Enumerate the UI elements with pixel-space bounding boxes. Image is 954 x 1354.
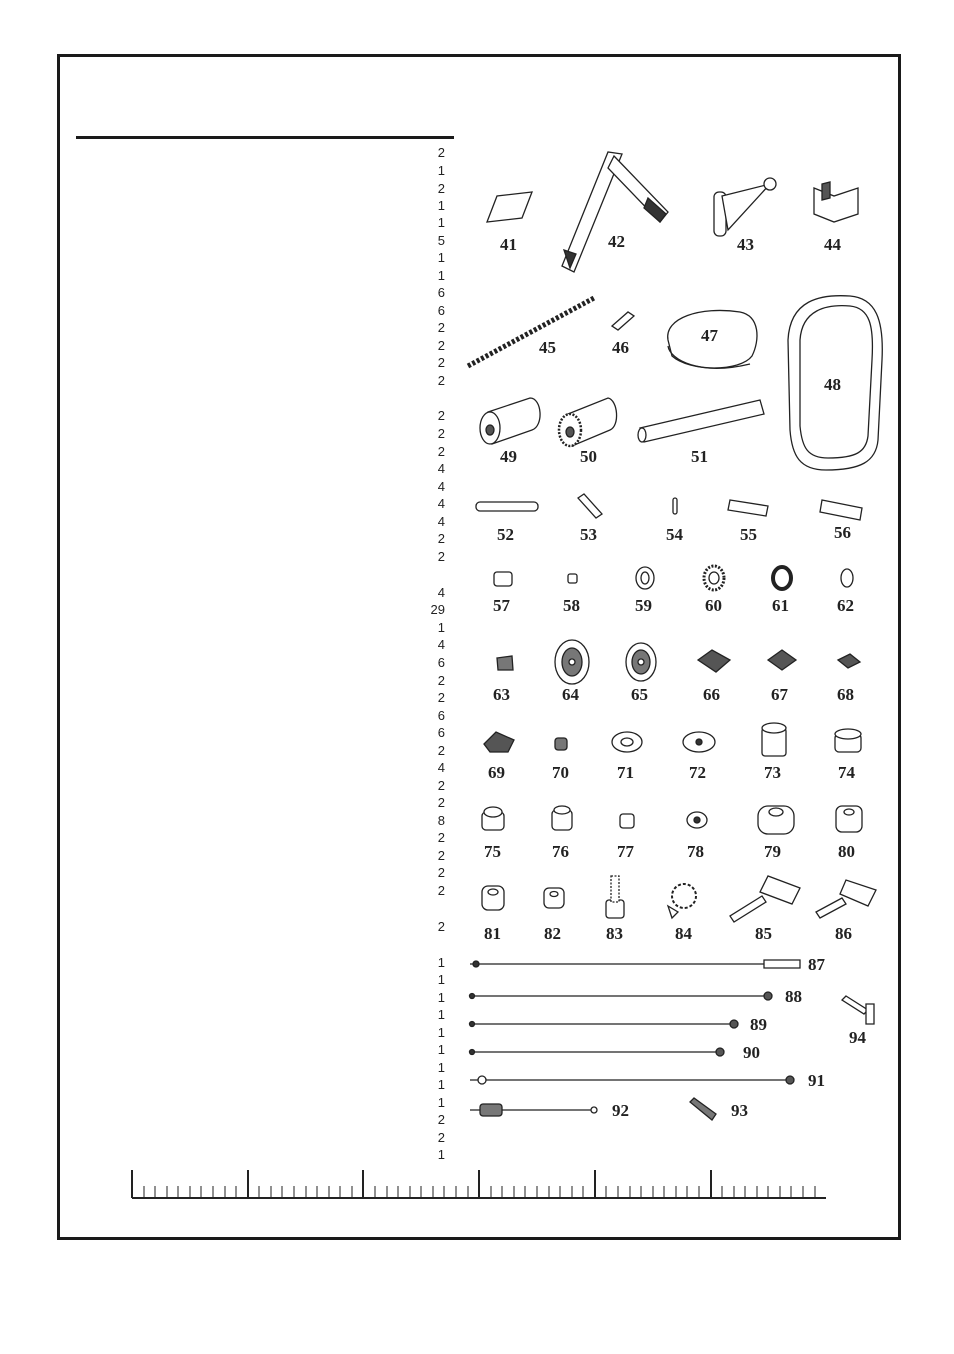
quantity-value: 2 bbox=[437, 673, 445, 688]
part-70-drawing bbox=[555, 738, 567, 750]
part-number-label: 79 bbox=[764, 842, 781, 861]
part-62-drawing bbox=[841, 569, 853, 587]
quantity-value: 6 bbox=[437, 303, 445, 318]
part-50-drawing bbox=[559, 398, 617, 446]
part-number-label: 45 bbox=[539, 338, 556, 357]
part-52-drawing bbox=[476, 502, 538, 511]
part-number-label: 56 bbox=[834, 523, 851, 542]
part-75-drawing bbox=[482, 807, 504, 830]
quantity-value: 2 bbox=[437, 919, 445, 934]
quantity-value: 2 bbox=[437, 373, 445, 388]
part-number-label: 84 bbox=[675, 924, 692, 943]
part-89-drawing bbox=[470, 1020, 739, 1028]
quantity-value: 2 bbox=[437, 1112, 445, 1127]
part-number-label: 59 bbox=[635, 596, 652, 615]
part-number-label: 77 bbox=[617, 842, 634, 861]
quantity-value: 1 bbox=[437, 215, 445, 230]
part-number-label: 61 bbox=[772, 596, 789, 615]
quantity-value: 2 bbox=[437, 743, 445, 758]
part-number-label: 53 bbox=[580, 525, 597, 544]
quantity-value: 29 bbox=[430, 602, 445, 617]
quantity-value: 2 bbox=[437, 690, 445, 705]
part-number-label: 62 bbox=[837, 596, 854, 615]
part-76-drawing bbox=[552, 806, 572, 830]
part-80-drawing bbox=[836, 806, 862, 832]
part-65-drawing bbox=[626, 643, 656, 681]
part-66-drawing bbox=[698, 650, 730, 672]
quantity-value: 1 bbox=[437, 1095, 445, 1110]
part-number-label: 43 bbox=[737, 235, 754, 254]
part-93-drawing bbox=[690, 1098, 716, 1120]
quantity-value: 1 bbox=[437, 990, 445, 1005]
part-number-label: 83 bbox=[606, 924, 623, 943]
part-number-label: 51 bbox=[691, 447, 708, 466]
quantity-value: 2 bbox=[437, 778, 445, 793]
part-number-label: 87 bbox=[808, 955, 825, 974]
part-41-drawing bbox=[487, 192, 532, 222]
quantity-value: 2 bbox=[437, 795, 445, 810]
part-49-drawing bbox=[480, 398, 540, 444]
quantity-value: 1 bbox=[437, 1007, 445, 1022]
part-71-drawing bbox=[612, 732, 642, 752]
part-number-label: 91 bbox=[808, 1071, 825, 1090]
part-number-label: 46 bbox=[612, 338, 629, 357]
part-43-drawing bbox=[714, 178, 776, 236]
part-61-drawing bbox=[773, 567, 791, 589]
part-72-drawing bbox=[683, 732, 715, 752]
quantity-value: 2 bbox=[437, 830, 445, 845]
part-74-drawing bbox=[835, 729, 861, 752]
part-number-label: 90 bbox=[743, 1043, 760, 1062]
part-44-drawing bbox=[814, 182, 858, 222]
part-45-drawing bbox=[468, 298, 594, 366]
quantity-value: 8 bbox=[437, 813, 445, 828]
part-86-drawing bbox=[816, 880, 876, 918]
quantity-value: 6 bbox=[437, 655, 445, 670]
part-number-label: 69 bbox=[488, 763, 505, 782]
part-92-drawing bbox=[470, 1104, 597, 1116]
part-number-label: 74 bbox=[838, 763, 855, 782]
part-number-label: 54 bbox=[666, 525, 683, 544]
part-73-drawing bbox=[762, 723, 786, 756]
part-number-label: 82 bbox=[544, 924, 561, 943]
part-number-label: 65 bbox=[631, 685, 648, 704]
part-number-label: 85 bbox=[755, 924, 772, 943]
part-79-drawing bbox=[758, 806, 794, 834]
quantity-value: 1 bbox=[437, 1077, 445, 1092]
part-82-drawing bbox=[544, 888, 564, 908]
quantity-value: 4 bbox=[437, 479, 445, 494]
quantity-value: 4 bbox=[437, 496, 445, 511]
part-78-drawing bbox=[687, 812, 707, 828]
quantity-value: 4 bbox=[437, 461, 445, 476]
part-number-label: 88 bbox=[785, 987, 802, 1006]
part-number-label: 41 bbox=[500, 235, 517, 254]
quantity-value: 1 bbox=[437, 972, 445, 987]
quantity-value: 1 bbox=[437, 1060, 445, 1075]
quantity-value: 2 bbox=[437, 426, 445, 441]
part-88-drawing bbox=[470, 992, 773, 1000]
part-number-label: 94 bbox=[849, 1028, 866, 1047]
quantity-value: 2 bbox=[437, 320, 445, 335]
part-number-label: 55 bbox=[740, 525, 757, 544]
quantity-value: 2 bbox=[437, 408, 445, 423]
part-60-drawing bbox=[704, 566, 724, 590]
quantity-value: 2 bbox=[437, 883, 445, 898]
part-46-drawing bbox=[612, 312, 634, 330]
quantity-value: 1 bbox=[437, 1025, 445, 1040]
quantity-value: 4 bbox=[437, 760, 445, 775]
quantity-value: 2 bbox=[437, 531, 445, 546]
quantity-value: 1 bbox=[437, 955, 445, 970]
part-number-label: 89 bbox=[750, 1015, 767, 1034]
part-number-label: 81 bbox=[484, 924, 501, 943]
part-number-label: 71 bbox=[617, 763, 634, 782]
part-57-drawing bbox=[494, 572, 512, 586]
part-number-label: 66 bbox=[703, 685, 720, 704]
part-number-label: 68 bbox=[837, 685, 854, 704]
part-number-label: 86 bbox=[835, 924, 852, 943]
part-84-drawing bbox=[668, 884, 696, 918]
quantity-value: 2 bbox=[437, 848, 445, 863]
part-number-label: 63 bbox=[493, 685, 510, 704]
part-number-label: 93 bbox=[731, 1101, 748, 1120]
part-number-label: 70 bbox=[552, 763, 569, 782]
quantity-value: 1 bbox=[437, 163, 445, 178]
quantity-value: 5 bbox=[437, 233, 445, 248]
quantity-value: 1 bbox=[437, 620, 445, 635]
quantity-value: 1 bbox=[437, 250, 445, 265]
part-56-drawing bbox=[820, 500, 862, 520]
quantity-value: 4 bbox=[437, 637, 445, 652]
part-number-label: 80 bbox=[838, 842, 855, 861]
part-87-drawing bbox=[470, 960, 800, 968]
part-number-label: 64 bbox=[562, 685, 579, 704]
part-54-drawing bbox=[673, 498, 677, 514]
part-number-label: 60 bbox=[705, 596, 722, 615]
part-number-label: 44 bbox=[824, 235, 841, 254]
part-number-label: 50 bbox=[580, 447, 597, 466]
part-67-drawing bbox=[768, 650, 796, 670]
part-91-drawing bbox=[470, 1076, 794, 1084]
quantity-value: 2 bbox=[437, 355, 445, 370]
quantity-value: 6 bbox=[437, 725, 445, 740]
part-number-label: 73 bbox=[764, 763, 781, 782]
part-68-drawing bbox=[838, 654, 860, 668]
part-63-drawing bbox=[497, 656, 513, 670]
part-number-label: 72 bbox=[689, 763, 706, 782]
quantity-value: 2 bbox=[437, 181, 445, 196]
part-53-drawing bbox=[578, 494, 602, 518]
part-94-drawing bbox=[842, 996, 874, 1024]
part-number-label: 76 bbox=[552, 842, 569, 861]
part-number-label: 48 bbox=[824, 375, 841, 394]
quantity-value: 1 bbox=[437, 1042, 445, 1057]
part-69-drawing bbox=[484, 732, 514, 752]
part-number-label: 58 bbox=[563, 596, 580, 615]
quantity-value: 2 bbox=[437, 145, 445, 160]
quantity-value: 1 bbox=[437, 268, 445, 283]
part-81-drawing bbox=[482, 886, 504, 910]
quantity-value: 2 bbox=[437, 549, 445, 564]
quantity-value: 2 bbox=[437, 444, 445, 459]
measurement-ruler bbox=[132, 1170, 826, 1198]
quantity-value: 2 bbox=[437, 1130, 445, 1145]
part-number-label: 75 bbox=[484, 842, 501, 861]
part-85-drawing bbox=[730, 876, 800, 922]
part-59-drawing bbox=[636, 567, 654, 589]
part-55-drawing bbox=[728, 500, 768, 516]
part-90-drawing bbox=[470, 1048, 725, 1056]
part-number-label: 57 bbox=[493, 596, 510, 615]
quantity-value: 4 bbox=[437, 514, 445, 529]
part-58-drawing bbox=[568, 574, 577, 583]
quantity-value: 2 bbox=[437, 338, 445, 353]
part-number-label: 42 bbox=[608, 232, 625, 251]
quantity-value: 6 bbox=[437, 708, 445, 723]
quantity-value: 1 bbox=[437, 198, 445, 213]
part-number-label: 92 bbox=[612, 1101, 629, 1120]
part-51-drawing bbox=[638, 400, 764, 442]
quantity-value: 4 bbox=[437, 585, 445, 600]
part-number-label: 49 bbox=[500, 447, 517, 466]
part-42-drawing bbox=[562, 152, 668, 272]
part-number-label: 67 bbox=[771, 685, 788, 704]
part-64-drawing bbox=[555, 640, 589, 684]
part-number-label: 78 bbox=[687, 842, 704, 861]
quantity-value: 6 bbox=[437, 285, 445, 300]
part-77-drawing bbox=[620, 814, 634, 828]
part-number-label: 52 bbox=[497, 525, 514, 544]
part-83-drawing bbox=[606, 876, 624, 918]
quantity-value: 2 bbox=[437, 865, 445, 880]
quantity-value: 1 bbox=[437, 1147, 445, 1162]
part-number-label: 47 bbox=[701, 326, 718, 345]
